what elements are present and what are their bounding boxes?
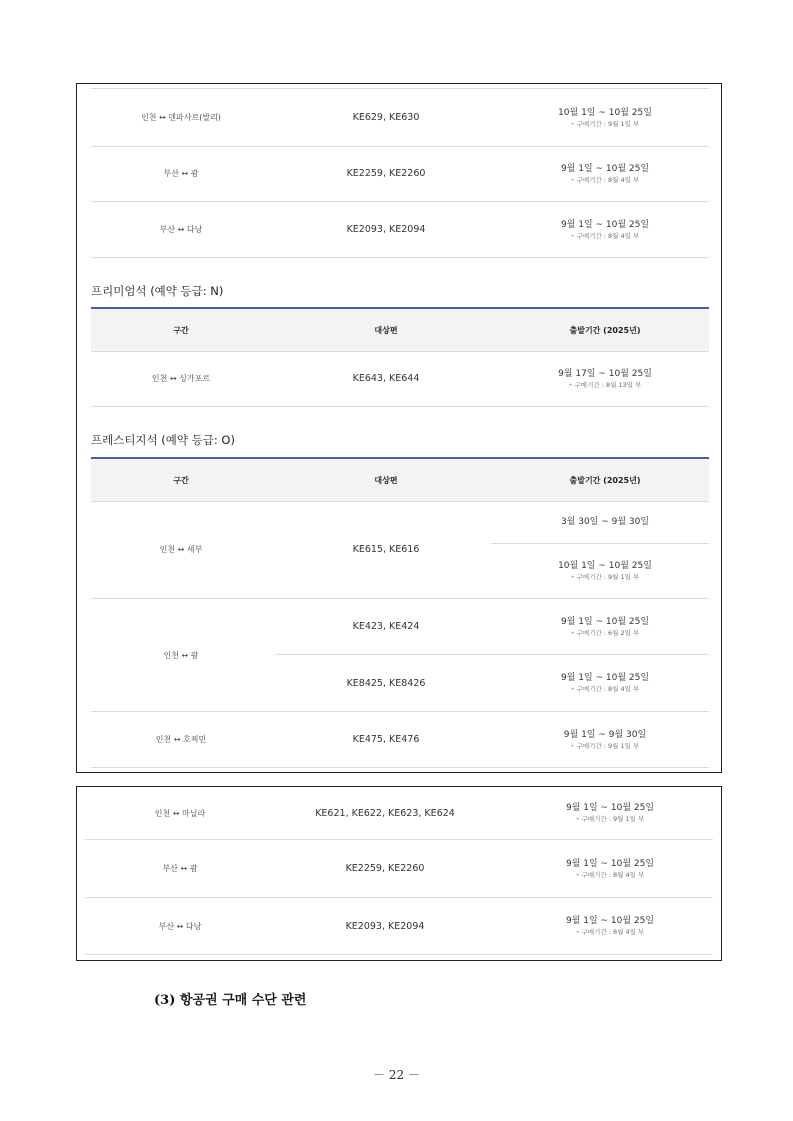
purchase-note: • 구매기간 : 8월 4일 부 bbox=[571, 684, 640, 694]
table-row bbox=[85, 898, 713, 955]
table-row-cebu bbox=[91, 501, 709, 599]
table-row bbox=[85, 840, 713, 898]
flight-numbers: KE629, KE630 bbox=[352, 112, 420, 123]
purchase-note: • 구매기간 : 9월 1일 부 bbox=[571, 741, 640, 751]
purchase-note: • 구매기간 : 8월 4일 부 bbox=[576, 870, 645, 880]
table-row bbox=[91, 88, 709, 147]
route-label: 부산 ↔ 괌 bbox=[162, 864, 198, 873]
departure-period: 9월 1일 ~ 10월 25일 bbox=[560, 673, 650, 683]
departure-period: 9월 1일 ~ 10월 25일 bbox=[565, 916, 655, 926]
section-title-premium: 프리미엄석 (예약 등급: N) bbox=[91, 284, 224, 298]
column-header: 출발기간 (2025년) bbox=[569, 325, 641, 335]
table-row bbox=[91, 202, 709, 258]
route-label: 인천 ↔ 호찌민 bbox=[155, 735, 207, 744]
purchase-note: • 구매기간 : 8월 4일 부 bbox=[576, 927, 645, 937]
route-label: 인천 ↔ 세부 bbox=[159, 545, 203, 554]
page-number: － 22 － bbox=[373, 1068, 420, 1082]
table-header bbox=[91, 307, 709, 352]
table-row-guam bbox=[91, 599, 709, 712]
sub-heading: (3) 항공권 구매 수단 관련 bbox=[154, 993, 307, 1008]
departure-period: 9월 1일 ~ 9월 30일 bbox=[563, 729, 647, 740]
departure-period: 10월 1일 ~ 10월 25일 bbox=[558, 561, 652, 571]
purchase-note: • 구매기간 : 9월 1일 부 bbox=[571, 119, 640, 129]
table-header bbox=[91, 457, 709, 502]
purchase-note: • 구매기간 : 8월 4일 부 bbox=[571, 231, 640, 241]
purchase-note: • 구매기간 : 6월 2일 부 bbox=[571, 628, 640, 638]
route-label: 부산 ↔ 괌 bbox=[163, 169, 199, 178]
screenshot-frame-2 bbox=[76, 786, 722, 961]
screenshot-frame-1 bbox=[76, 83, 722, 773]
table-row bbox=[91, 712, 709, 768]
departure-period: 9월 1일 ~ 10월 25일 bbox=[560, 219, 650, 230]
flight-numbers: KE475, KE476 bbox=[352, 734, 420, 745]
flight-numbers: KE2093, KE2094 bbox=[345, 920, 425, 932]
flight-numbers: KE615, KE616 bbox=[352, 544, 420, 555]
route-label: 부산 ↔ 다낭 bbox=[159, 225, 203, 234]
route-label: 인천 ↔ 마닐라 bbox=[154, 808, 206, 818]
departure-period: 9월 1일 ~ 10월 25일 bbox=[560, 163, 650, 174]
departure-period: 10월 1일 ~ 10월 25일 bbox=[558, 107, 652, 118]
route-label: 인천 ↔ 덴파사르(발리) bbox=[141, 113, 221, 122]
column-header: 대상편 bbox=[374, 475, 398, 485]
departure-period: 9월 17일 ~ 10월 25일 bbox=[558, 368, 652, 379]
purchase-note: • 구매기간 : 9월 1일 부 bbox=[576, 814, 645, 824]
section-title-prestige: 프레스티지석 (예약 등급: O) bbox=[91, 433, 235, 447]
route-label: 부산 ↔ 다낭 bbox=[158, 921, 202, 931]
purchase-note: • 구매기간 : 9월 1일 부 bbox=[571, 572, 640, 582]
flight-numbers: KE8425, KE8426 bbox=[346, 677, 426, 689]
table-row bbox=[85, 787, 713, 840]
table-row bbox=[91, 146, 709, 202]
route-label: 인천 ↔ 괌 bbox=[163, 650, 199, 660]
flight-numbers: KE621, KE622, KE623, KE624 bbox=[315, 807, 455, 819]
route-label: 인천 ↔ 싱가포르 bbox=[151, 374, 211, 383]
column-header: 출발기간 (2025년) bbox=[569, 475, 641, 485]
flight-numbers: KE2259, KE2260 bbox=[345, 863, 425, 874]
flight-numbers: KE2259, KE2260 bbox=[346, 168, 426, 179]
table-row bbox=[91, 351, 709, 407]
column-header: 구간 bbox=[173, 325, 189, 335]
departure-period: 9월 1일 ~ 10월 25일 bbox=[565, 803, 655, 813]
flight-numbers: KE423, KE424 bbox=[352, 621, 420, 632]
column-header: 대상편 bbox=[374, 325, 398, 335]
departure-period: 3월 30일 ~ 9월 30일 bbox=[560, 517, 650, 527]
purchase-note: • 구매기간 : 8월 13일 부 bbox=[569, 380, 642, 390]
column-header: 구간 bbox=[173, 475, 189, 485]
departure-period: 9월 1일 ~ 10월 25일 bbox=[560, 616, 650, 627]
departure-period: 9월 1일 ~ 10월 25일 bbox=[565, 858, 655, 869]
flight-numbers: KE643, KE644 bbox=[352, 373, 420, 384]
purchase-note: • 구매기간 : 8월 4일 부 bbox=[571, 175, 640, 185]
flight-numbers: KE2093, KE2094 bbox=[346, 224, 426, 235]
